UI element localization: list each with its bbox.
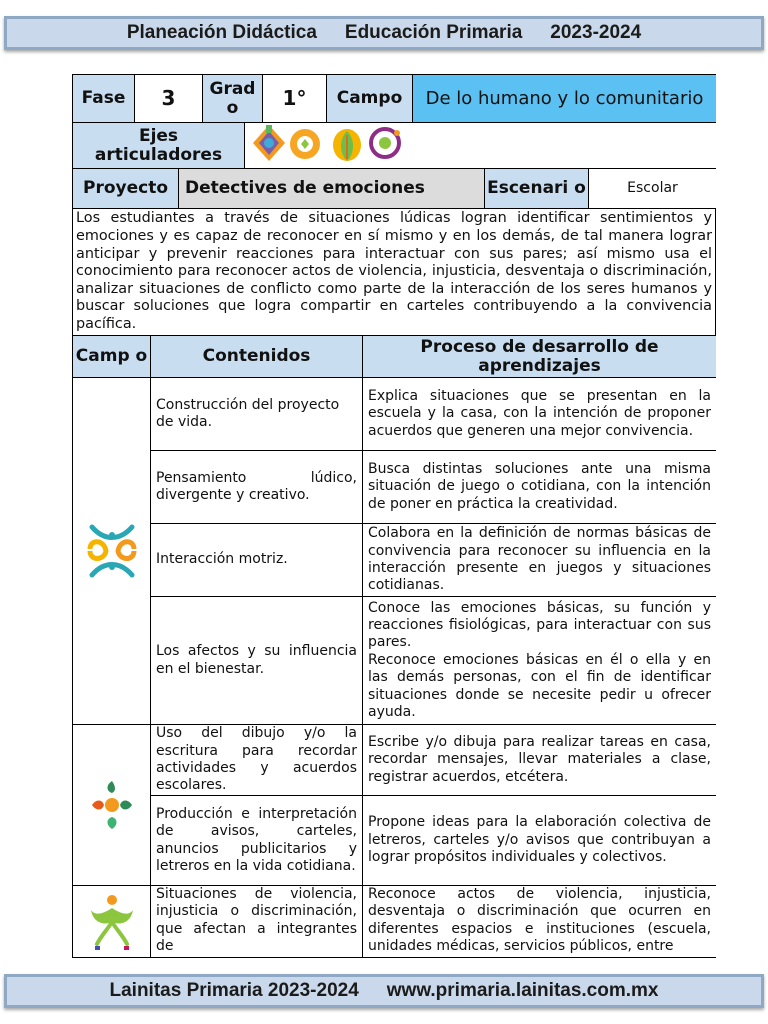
proyecto-table (72, 168, 716, 209)
proceso-paragraph: Reconoce emociones básicas en él o ella y en las demás personas, con el fin de identificar situaciones donde se necesite pedir u ofrecer ayuda. (368, 651, 711, 721)
proceso-cell: Propone ideas para la elaboración colectiva de letreros, carteles y/o avisos que contribuyan a lograr propósitos individuales y colectivos. (363, 796, 717, 886)
person-leaves-icon (85, 892, 139, 952)
campo-column-header: Camp o (73, 336, 151, 378)
proceso-cell: Colabora en la definición de normas básicas de convivencia para reconocer su influencia en la interacción presente en juegos y situaciones cotidianas. (363, 524, 717, 597)
contenido-cell: Producción e interpretación de avisos, carteles, anuncios publicitarios y letreros en la vida cotidiana. (151, 796, 363, 886)
banner-title: Planeación Didáctica (126, 22, 317, 43)
contenido-cell: Pensamiento lúdico, divergente y creativo. (151, 451, 363, 524)
ring-icon (290, 129, 320, 159)
proceso-cell: Busca distintas soluciones ante una misma situación de juego o cotidiana, con la intención de poner en práctica la creatividad. (363, 451, 717, 524)
escenario-value: Escolar (589, 169, 717, 209)
table-row (73, 597, 717, 725)
escenario-label: Escenari o (485, 169, 589, 209)
table-row (73, 796, 717, 886)
header-table (72, 74, 716, 123)
fase-label: Fase (73, 75, 135, 123)
fase-value: 3 (135, 75, 203, 123)
table-row (73, 725, 717, 796)
leaf-icon (333, 129, 361, 161)
proceso-cell: Reconoce actos de violencia, injusticia, desventaja o discriminación que ocurren en diferentes espacios e instituciones (escuela, unidades médicas, servicios públicos, entre (363, 886, 717, 958)
footer-url[interactable]: www.primaria.lainitas.com.mx (386, 980, 659, 1001)
ejes-label: Ejes articuladores (73, 123, 245, 169)
top-banner (4, 16, 764, 50)
contenido-cell: Interacción motriz. (151, 524, 363, 597)
banner-level: Educación Primaria (344, 22, 523, 43)
campo-icon-cell (73, 378, 151, 725)
footer-brand: Lainitas Primaria 2023-2024 (109, 980, 359, 1001)
campo-icon-cell (73, 886, 151, 958)
ejes-table (72, 122, 716, 169)
contenido-cell: Uso del dibujo y/o la escritura para recordar actividades y acuerdos escolares. (151, 725, 363, 796)
campo-icon-cell (73, 725, 151, 886)
planning-sheet (72, 74, 716, 962)
table-row (73, 451, 717, 524)
proceso-paragraph: Conoce las emociones básicas, su función y reacciones fisiológicas, para interactuar con sus pares. (368, 599, 711, 651)
proceso-cell: Explica situaciones que se presentan en la escuela y la casa, con la intención de proponer acuerdos que generen una mejor convivencia. (363, 378, 717, 451)
contenido-cell: Situaciones de violencia, injusticia o discriminación, que afectan a integrantes de (151, 886, 363, 958)
banner-year: 2023-2024 (550, 22, 642, 43)
ejes-icon-strip (249, 123, 409, 163)
proceso-cell (363, 597, 717, 725)
contenido-cell: Los afectos y su influencia en el bienestar. (151, 597, 363, 725)
bottom-banner (4, 974, 764, 1008)
campo-label: Campo (327, 75, 413, 123)
puzzle-icon (253, 125, 285, 161)
grado-value: 1° (263, 75, 327, 123)
proyecto-label: Proyecto (73, 169, 179, 209)
table-row (73, 524, 717, 597)
campo-value: De lo humano y lo comunitario (413, 75, 717, 123)
people-circles-icon (84, 521, 140, 581)
ejes-icons (245, 123, 717, 169)
contenidos-column-header: Contenidos (151, 336, 363, 378)
proyecto-value: Detectives de emociones (179, 169, 485, 209)
flower-icon (88, 777, 136, 833)
proceso-cell: Escribe y/o dibuja para realizar tareas en casa, recordar mensajes, llevar materiales a clase, registrar acuerdos, etcétera. (363, 725, 717, 796)
contenido-cell: Construcción del proyecto de vida. (151, 378, 363, 451)
contents-table (72, 335, 716, 958)
proceso-column-header: Proceso de desarrollo de aprendizajes (363, 336, 717, 378)
swirl-icon (371, 129, 400, 157)
project-description: Los estudiantes a través de situaciones lúdicas logran identificar sentimientos y emociones y es capaz de reconocer en sí mismo y en los demás, de tal manera lograr anticipar y prevenir reacciones para interactuar con sus pares; así mismo usa el conocimiento para reconocer actos de violencia, injusticia, desventaja o discriminación, analizar situaciones de conflicto como parte de la interacción de los seres humanos y buscar soluciones que logra compartir en carteles contribuyendo a la convivencia pacífica. (73, 209, 716, 336)
table-row (73, 378, 717, 451)
grado-label: Grad o (203, 75, 263, 123)
table-row (73, 886, 717, 958)
description-table (72, 208, 716, 336)
